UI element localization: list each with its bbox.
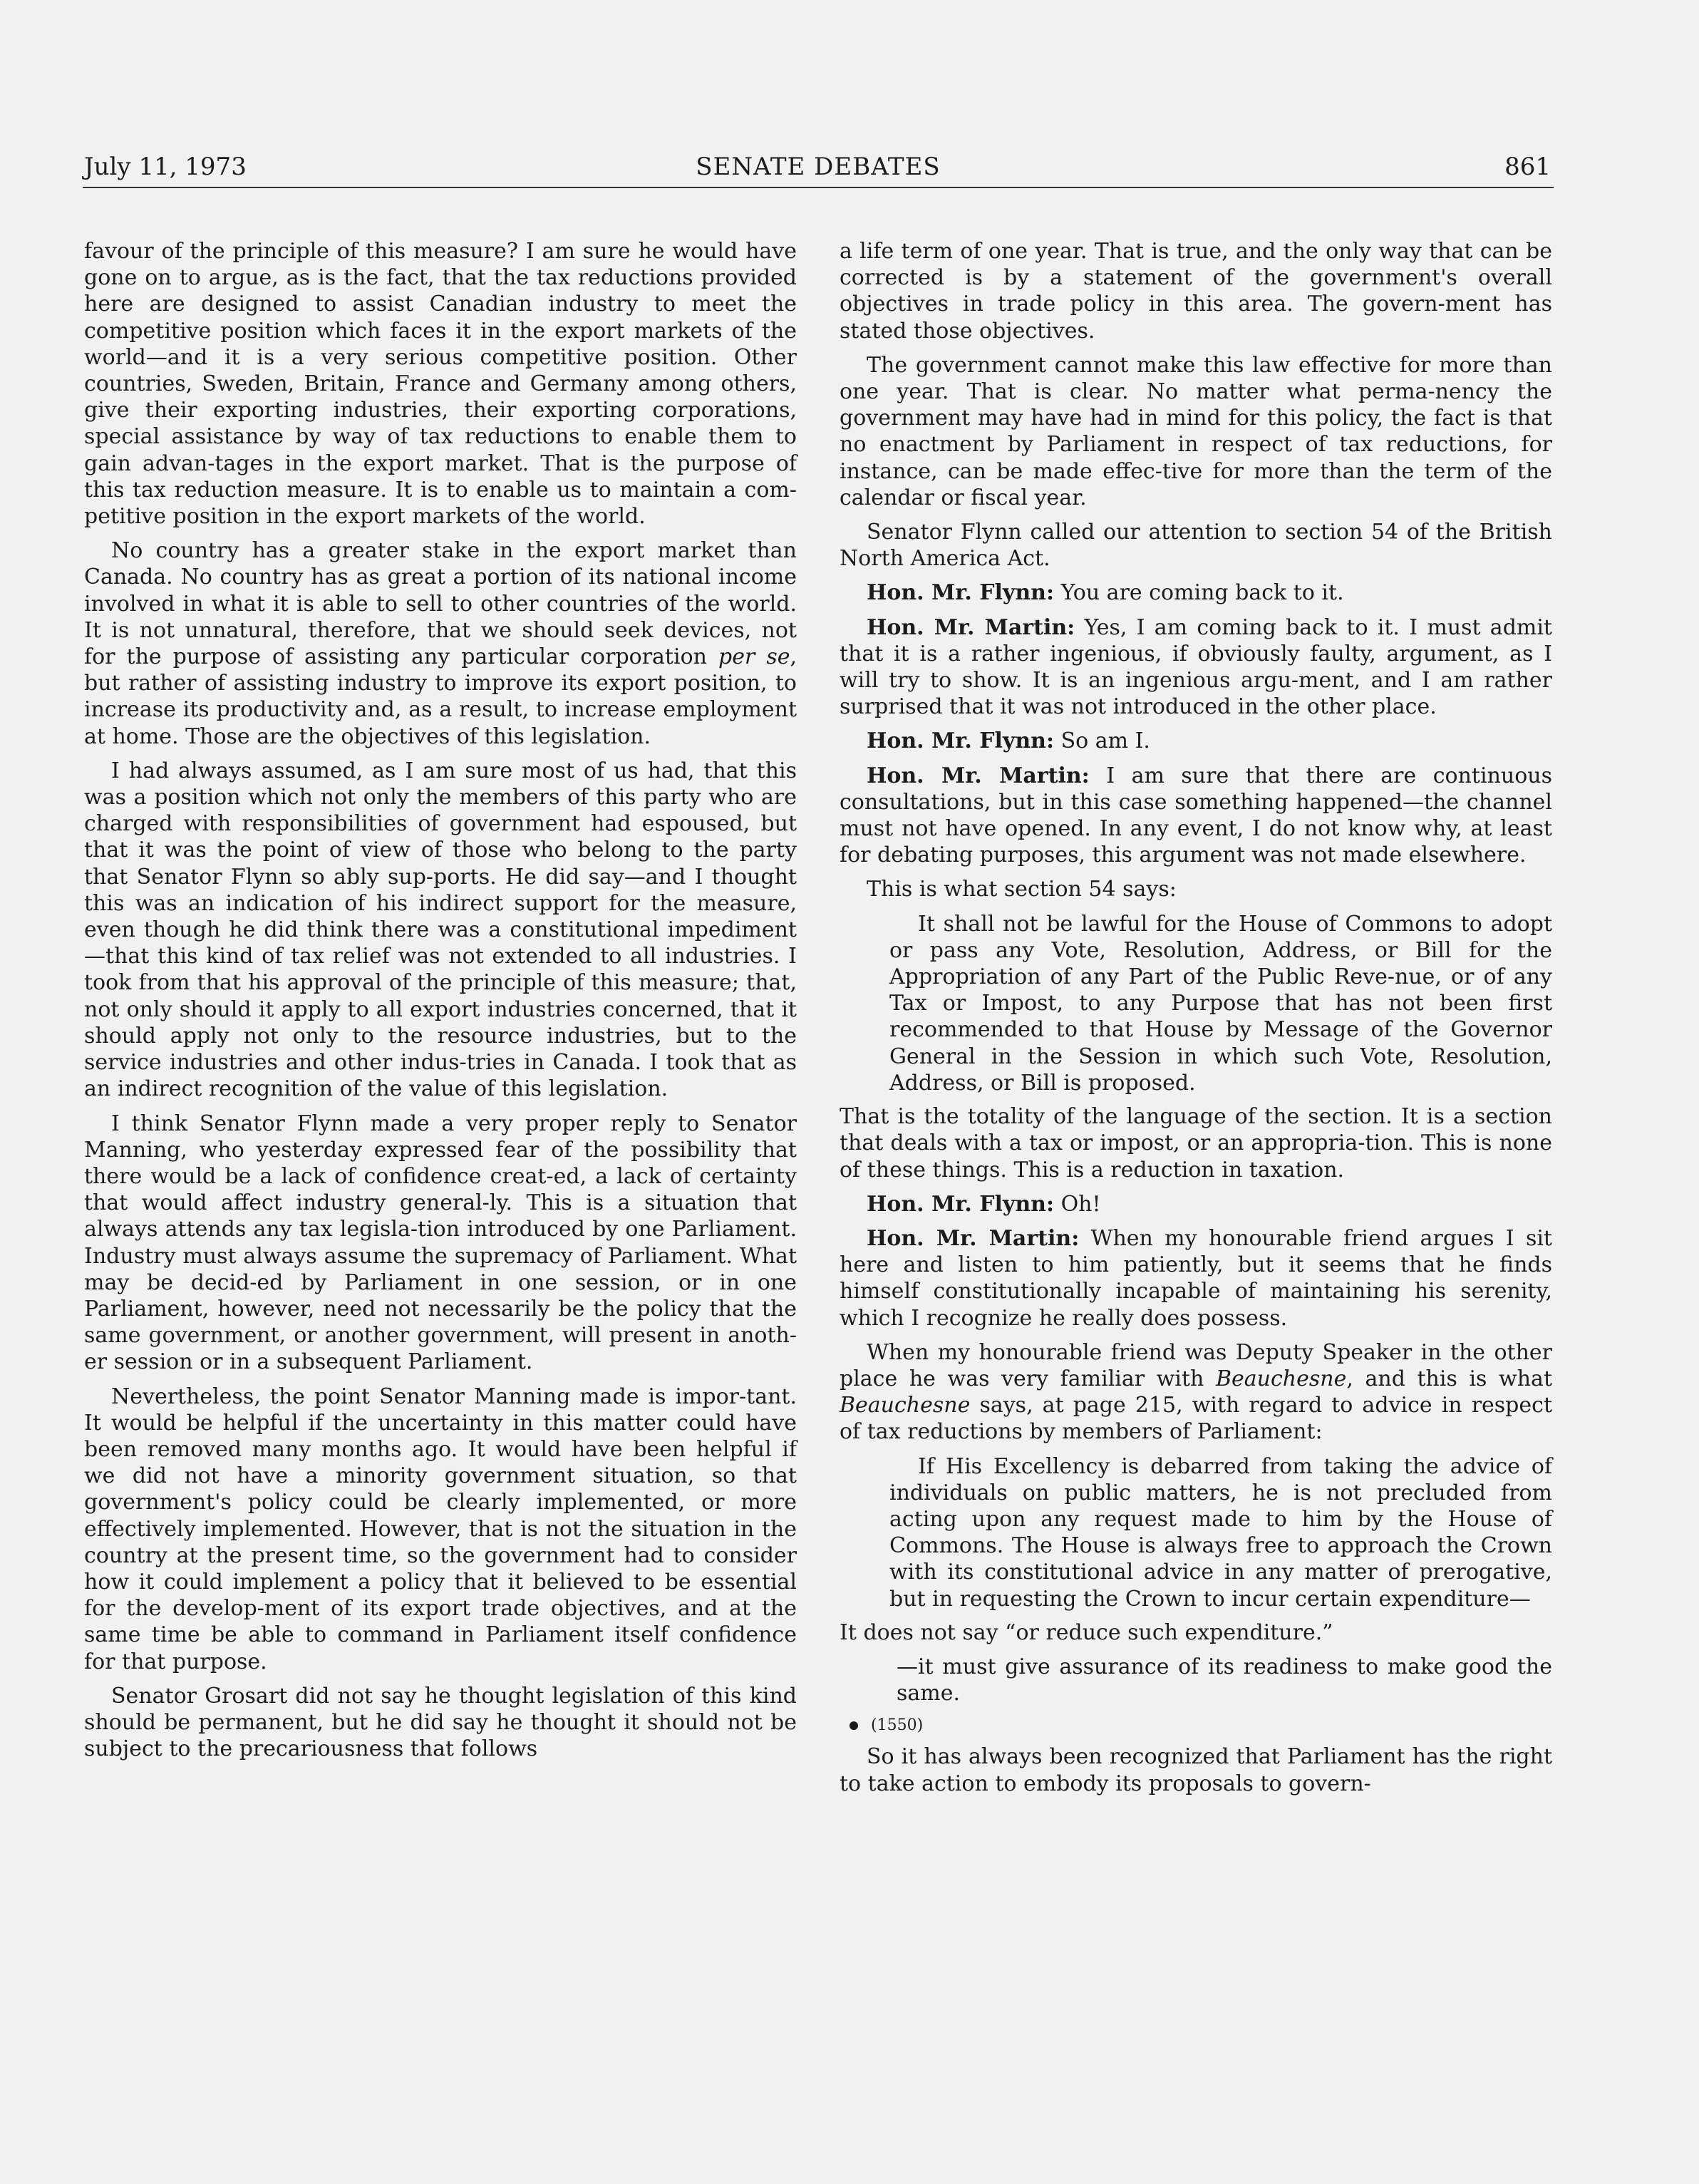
speaker-label: Hon. Mr. Flynn: <box>867 728 1055 754</box>
speaker-label: Hon. Mr. Martin: <box>867 614 1075 640</box>
left-column <box>84 238 797 1770</box>
speech-martin <box>840 614 1552 721</box>
italic-title: Beauchesne <box>1215 1366 1347 1391</box>
italic-title: Beauchesne <box>840 1393 971 1418</box>
speech-text: So am I. <box>1054 728 1150 754</box>
speaker-label: Hon. Mr. Flynn: <box>867 1191 1055 1217</box>
paragraph-text: , and this is what <box>1346 1366 1552 1391</box>
paragraph-text: says, at page 215, with regard to advice in respect of tax reductions by members of Parliament: <box>840 1393 1552 1445</box>
header-title: SENATE DEBATES <box>696 153 941 181</box>
paragraph: It does not say “or reduce such expenditure.” <box>840 1619 1333 1645</box>
paragraph: favour of the principle of this measure? I am sure he would have gone on to argue, as is the fact, that the tax reductions provided here are designed to assist Canadian industry to meet the competitive position which faces it in the export markets of the world—and it is a very serious competitive position. Other countries, Sweden, Britain, France and Germany among others, give their exporting industries, their exporting corporations, special assistance by way of tax reductions to enable them to gain advan-tages in the export market. That is the purpose of this tax reduction measure. It is to enable us to maintain a com-petitive position in the export markets of the world. <box>84 239 797 530</box>
time-marker <box>850 1714 1552 1738</box>
paragraph: The government cannot make this law effective for more than one year. That is clear. No matter what perma-nency the government may have had in mind for this policy, the fact is that no enactment by Parliament in respect of tax reductions, for instance, can be made effec-tive for more than the term of the calendar or fiscal year. <box>840 352 1552 510</box>
speech-text: When my honourable friend argues I sit here and listen to him patiently, but it seems that he finds himself constitutionally incapable of maintaining his serenity, which I recognize he really does possess. <box>840 1225 1552 1331</box>
paragraph: I had always assumed, as I am sure most of us had, that this was a position which not only the members of this party who are charged with responsibilities of government had espoused, but that it was the point of view of those who belong to the party that Senator Flynn so ably sup-ports. He did say—and I thought this was an indication of his indirect support for the measure, even though he did think there was a constitutional impediment—that this kind of tax relief was not extended to all industries. I took from that his approval of the principle of this measure; that, not only should it apply to all export industries concerned, that it should apply not only to the resource industries, but to the service industries and other indus-tries in Canada. I took that as an indirect recognition of the value of this legislation. <box>84 758 797 1102</box>
paragraph-text: , but rather of assisting industry to improve its export position, to increase its productivity and, as a result, to increase employment at home. Those are the objectives of this legislation. <box>84 644 797 749</box>
page-header <box>83 151 1554 188</box>
speech-flynn <box>840 1191 1552 1217</box>
speaker-label: Hon. Mr. Martin: <box>867 1225 1080 1251</box>
speech-flynn <box>840 580 1552 606</box>
time-marker-text: (1550) <box>871 1716 924 1735</box>
bullet-dot-icon <box>850 1721 858 1730</box>
paragraph <box>840 1339 1552 1446</box>
paragraph: Nevertheless, the point Senator Manning made is impor-tant. It would be helpful if the uncertainty in this matter could have been removed many months ago. It would have been helpful if we did not have a minority government situation, so that government's policy could be clearly implemented, or more effectively implemented. However, that is not the situation in the country at the present time, so the government had to consider how it could implement a policy that it believed to be essential for the develop-ment of its export trade objectives, and at the same time be able to command in Parliament itself confidence for that purpose. <box>84 1384 797 1674</box>
speech-text: Oh! <box>1054 1191 1101 1217</box>
paragraph: Senator Grosart did not say he thought legislation of this kind should be permanent, but he did say he thought it should not be subject to the precariousness that follows <box>84 1683 797 1762</box>
right-column <box>840 238 1552 1805</box>
speech-martin <box>840 763 1552 869</box>
paragraph: Senator Flynn called our attention to section 54 of the British North America Act. <box>840 520 1552 572</box>
speaker-label: Hon. Mr. Martin: <box>867 763 1090 788</box>
header-date: July 11, 1973 <box>84 153 247 181</box>
speaker-label: Hon. Mr. Flynn: <box>867 580 1055 606</box>
speech-text: I am sure that there are continuous consultations, but in this case something happened—the channel must not have opened. In any event, I do not know why, at least for debating purposes, this argument was not made elsewhere. <box>840 763 1553 868</box>
paragraph: a life term of one year. That is true, and the only way that can be corrected is by a statement of the government's overall objectives in trade policy in this area. The govern-ment has stated those objectives. <box>840 239 1552 344</box>
speech-text: Yes, I am coming back to it. I must admit that it is a rather ingenious, if obviously faulty, argument, as I will try to show. It is an ingenious argu-ment, and I am rather surprised that it was not introduced in the other place. <box>840 614 1552 720</box>
paragraph-text: No country has a greater stake in the export market than Canada. No country has as great a portion of its national income involved in what it is able to sell to other countries of the world. It is not unnatural, therefore, that we should seek devices, not for the purpose of assisting any particular corporation <box>84 538 797 670</box>
paragraph: So it has always been recognized that Parliament has the right to take action to embody its proposals to govern- <box>840 1744 1552 1796</box>
speech-text: You are coming back to it. <box>1054 580 1344 606</box>
block-quote: It shall not be lawful for the House of Commons to adopt or pass any Vote, Resolution, Address, or Bill for the Appropriation of any Part of the Public Reve-nue, or of any Tax or Impost, to any Purpose that has not been first recommended to that House by Message of the Governor General in the Session in which such Vote, Resolution, Address, or Bill is proposed. <box>889 911 1552 1096</box>
paragraph: That is the totality of the language of the section. It is a section that deals with a tax or impost, or an appropria-tion. This is none of these things. This is a reduction in taxation. <box>840 1104 1552 1183</box>
header-page-number: 861 <box>1504 153 1551 181</box>
speech-flynn <box>840 728 1552 754</box>
paragraph: This is what section 54 says: <box>867 877 1177 902</box>
speech-martin <box>840 1225 1552 1331</box>
block-quote: If His Excellency is debarred from taking the advice of individuals on public matters, he is not precluded from acting upon any request made to him by the House of Commons. The House is always free to approach the Crown with its constitutional advice in any matter of prerogative, but in requesting the Crown to incur certain expenditure— <box>889 1453 1552 1612</box>
italic-phrase: per se <box>718 644 790 670</box>
paragraph <box>84 537 797 750</box>
block-quote: —it must give assurance of its readiness to make good the same. <box>897 1654 1552 1706</box>
paragraph: I think Senator Flynn made a very proper reply to Senator Manning, who yesterday expressed fear of the possibility that there would be a lack of confidence creat-ed, a lack of certainty that would affect industry general-ly. This is a situation that always attends any tax legisla-tion introduced by one Parliament. Industry must always assume the supremacy of Parliament. What may be decid-ed by Parliament in one session, or in one Parliament, however, need not necessarily be the policy that the same government, or another government, will present in anoth-er session or in a subsequent Parliament. <box>84 1111 797 1375</box>
paragraph-text: When my honourable friend was Deputy Speaker in the other place he was very familiar with <box>840 1339 1552 1391</box>
